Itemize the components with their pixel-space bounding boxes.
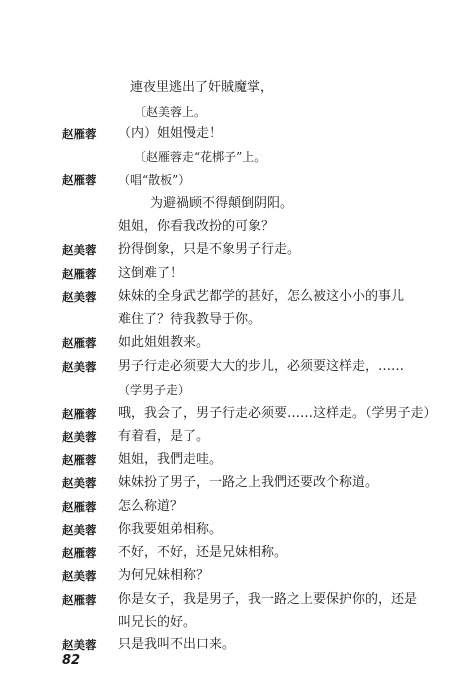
speaker-name: 赵美蓉: [62, 476, 97, 490]
dialogue-line: 姐姐，我們走哇。: [118, 452, 223, 467]
dialogue-line: 难住了？待我教导于你。: [118, 312, 262, 327]
page-number: 82: [62, 653, 81, 668]
speaker-name: 赵雁蓉: [62, 500, 97, 514]
dialogue-line: 为何兄妹相称？: [118, 568, 210, 583]
dialogue-line: 扮得倒象，只是不象男子行走。: [118, 242, 301, 257]
speaker-name: 赵雁蓉: [62, 127, 97, 141]
dialogue-line: （内）姐姐慢走！: [118, 126, 223, 141]
dialogue-line: 怎么称道？: [118, 499, 184, 514]
dialogue-line: 哦，我会了，男子行走必须要……这样走。（学男子走）: [118, 406, 437, 421]
speaker-name: 赵雁蓉: [62, 593, 97, 607]
speaker-name: 赵美蓉: [62, 638, 97, 652]
speaker-name: 赵雁蓉: [62, 546, 97, 560]
verse-line: 連夜里逃出了奸賊魔掌，: [130, 80, 274, 95]
speaker-name: 赵雁蓉: [62, 173, 97, 187]
speaker-name: 赵美蓉: [62, 360, 97, 374]
dialogue-line: 妹妹扮了男子，一路之上我們还要改个称道。: [118, 475, 379, 490]
speaker-name: 赵雁蓉: [62, 267, 97, 281]
speaker-name: 赵雁蓉: [62, 453, 97, 467]
stage-direction: 〔赵雁蓉走“花梆子”上。: [134, 150, 267, 164]
dialogue-line: 你我要姐弟相称。: [118, 522, 223, 537]
dialogue-line: 有着看，是了。: [118, 429, 210, 444]
dialogue-line: 如此姐姐教来。: [118, 335, 210, 350]
dialogue-line: 你是女子，我是男子，我一路之上要保护你的，还是: [118, 592, 418, 607]
speaker-name: 赵雁蓉: [62, 336, 97, 350]
speaker-name: 赵美蓉: [62, 290, 97, 304]
speaker-name: 赵雁蓉: [62, 407, 97, 421]
dialogue-line: 妹妹的全身武艺都学的甚好，怎么被这小小的事儿: [118, 289, 405, 304]
dialogue-line: 姐姐，你看我改扮的可象？: [118, 219, 275, 234]
speaker-name: 赵美蓉: [62, 569, 97, 583]
stage-direction: （学男子走）: [118, 383, 191, 397]
stage-direction: 〔赵美蓉上。: [134, 105, 207, 119]
verse-line: 为避禍顾不得顛倒阴阳。: [150, 196, 294, 211]
speaker-name: 赵美蓉: [62, 523, 97, 537]
dialogue-line: 这倒难了！: [118, 266, 184, 281]
dialogue-line: 叫兄长的好。: [118, 615, 197, 630]
dialogue-line: 不好，不好，还是兄妹相称。: [118, 545, 288, 560]
stage-direction: （唱“散板”）: [118, 173, 191, 187]
dialogue-line: 只是我叫不出口来。: [118, 637, 236, 652]
dialogue-line: 男子行走必须要大大的步儿，必须要这样走，……: [118, 359, 405, 374]
speaker-name: 赵美蓉: [62, 243, 97, 257]
speaker-name: 赵美蓉: [62, 430, 97, 444]
